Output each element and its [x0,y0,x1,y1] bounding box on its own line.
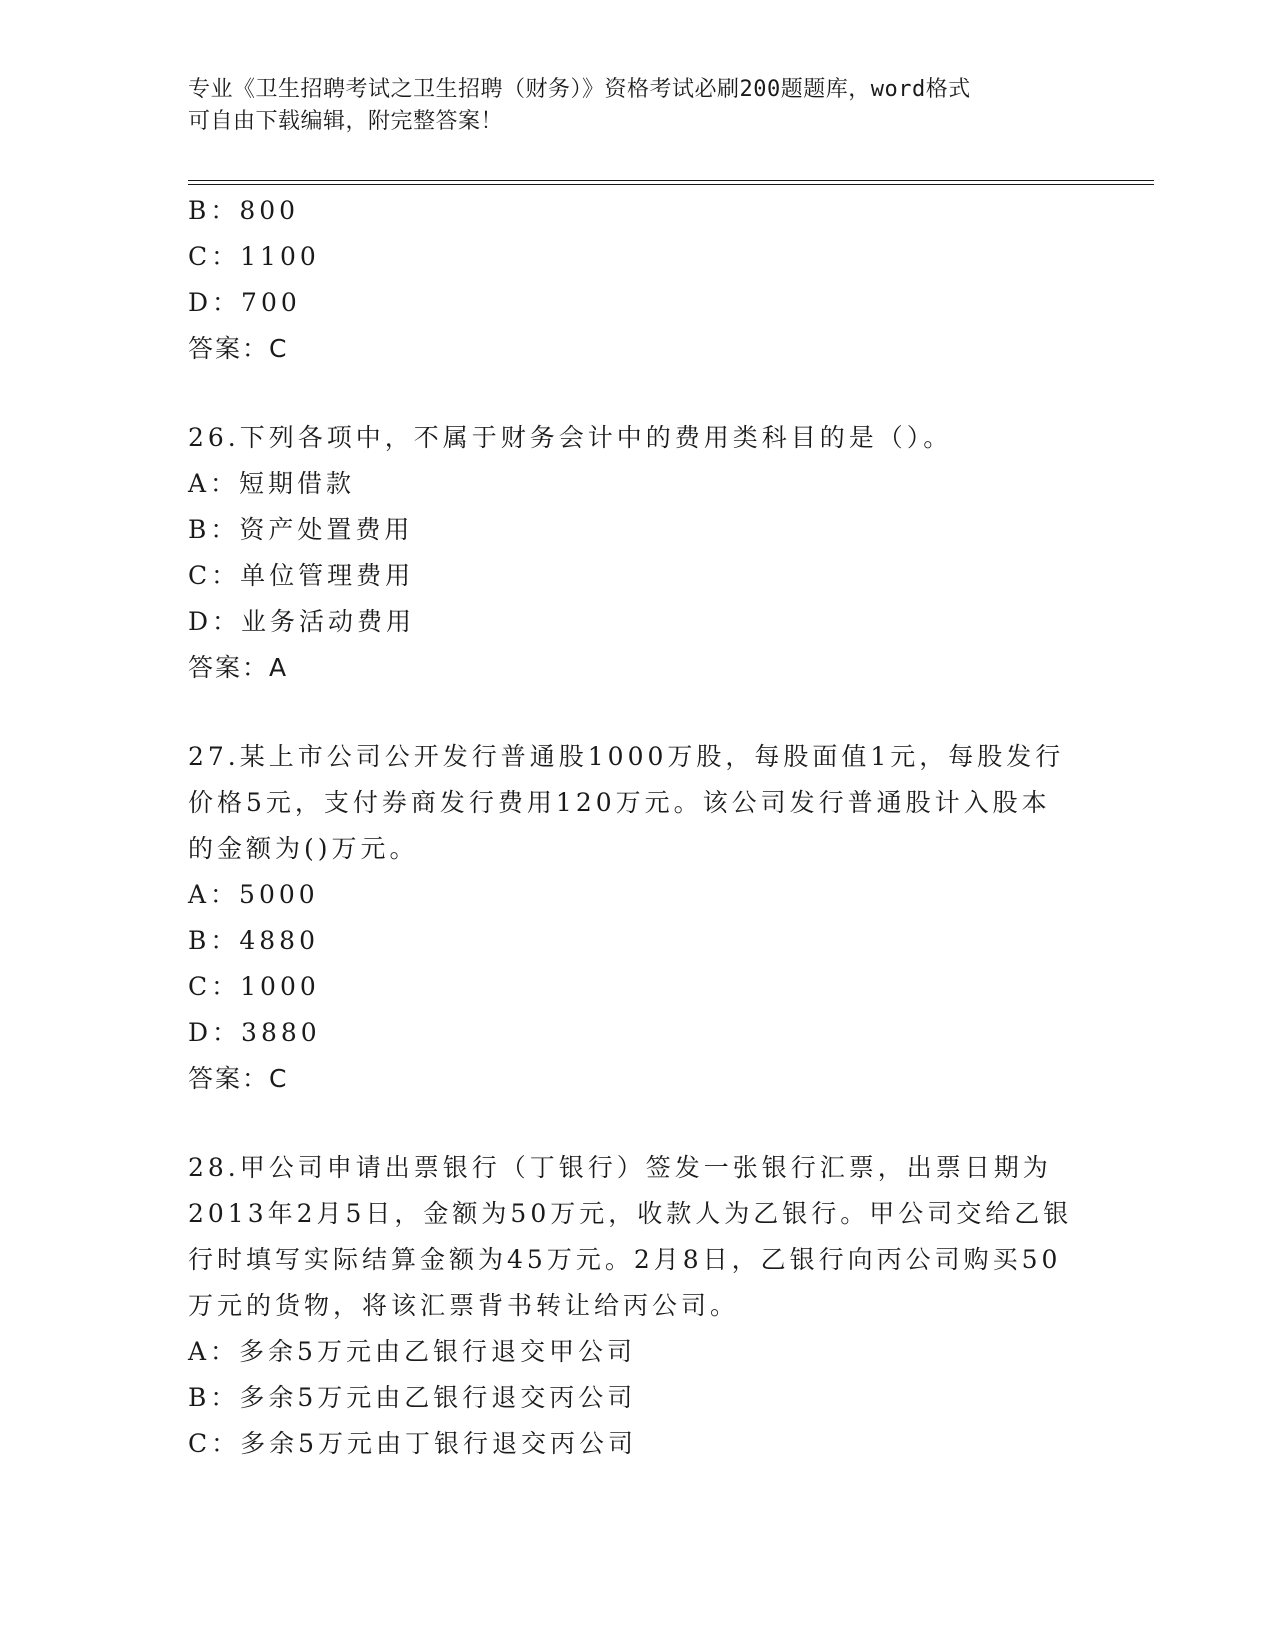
q28-stem-line-1: 28.甲公司申请出票银行（丁银行）签发一张银行汇票，出票日期为 [188,1153,1052,1182]
q27-stem-line-2: 价格5元，支付券商发行费用120万元。该公司发行普通股计入股本 [188,788,1051,817]
header-divider-bottom [188,184,1154,185]
q27-answer: 答案：C [188,1064,289,1093]
q27-option-d: D：3880 [188,1018,321,1047]
q26-option-c: C：单位管理费用 [188,561,415,590]
header-line-1: 专业《卫生招聘考试之卫生招聘（财务）》资格考试必刷200题题库，word格式 [188,77,971,102]
q25-option-c: C：1100 [188,242,320,271]
q27-option-a: A：5000 [188,880,319,909]
spacer [188,1102,1088,1145]
q28-option-a: A：多余5万元由乙银行退交甲公司 [188,1337,636,1366]
question-27 [188,734,1088,1102]
q27-stem-line-1: 27.某上市公司公开发行普通股1000万股，每股面值1元，每股发行 [188,742,1065,771]
header-divider-top [188,180,1154,181]
q25-option-d: D：700 [188,288,301,317]
document-header [188,74,1088,138]
question-25 [188,188,1088,372]
q26-option-d: D：业务活动费用 [188,607,416,636]
q26-option-a: A：短期借款 [188,469,356,498]
q27-option-b: B：4880 [188,926,319,955]
q26-stem: 26.下列各项中，不属于财务会计中的费用类科目的是（）。 [188,423,953,452]
q28-stem-line-2: 2013年2月5日，金额为50万元，收款人为乙银行。甲公司交给乙银 [188,1199,1073,1228]
spacer [188,372,1088,415]
question-list [188,188,1088,1467]
q27-stem-line-3: 的金额为()万元。 [188,834,419,863]
q26-option-b: B：资产处置费用 [188,515,414,544]
q28-stem-line-3: 行时填写实际结算金额为45万元。2月8日，乙银行向丙公司购买50 [188,1245,1062,1274]
question-26 [188,415,1088,691]
q25-option-b: B：800 [188,196,300,225]
question-28 [188,1145,1088,1467]
q28-option-c: C：多余5万元由丁银行退交丙公司 [188,1429,638,1458]
q26-answer: 答案：A [188,653,289,682]
q25-answer: 答案：C [188,334,289,363]
header-line-2: 可自由下载编辑，附完整答案！ [188,109,504,134]
q28-stem-line-4: 万元的货物，将该汇票背书转让给丙公司。 [188,1291,740,1320]
q27-option-c: C：1000 [188,972,320,1001]
spacer [188,691,1088,734]
q28-option-b: B：多余5万元由乙银行退交丙公司 [188,1383,637,1412]
